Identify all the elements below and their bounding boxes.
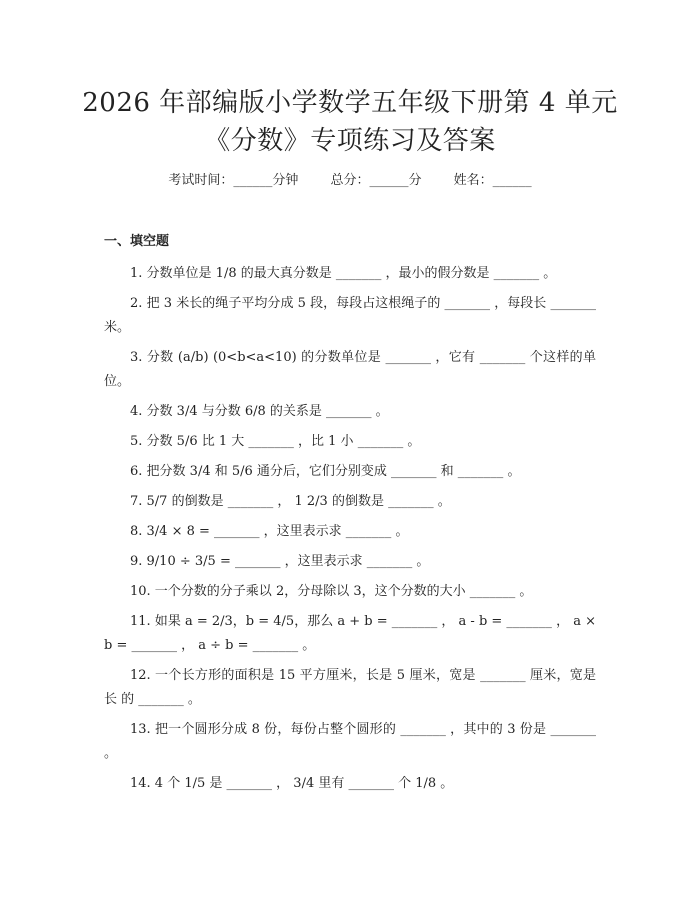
question-item: 9. 9/10 ÷ 3/5 = _______ ，这里表示求 _______ 。	[130, 554, 430, 569]
question-item: 13. 把一个圆形分成 8 份，每份占整个圆形的 _______ ，其中的 3 份是 _______ 。	[104, 722, 596, 761]
question-item: 5. 分数 5/6 比 1 大 _______ ，比 1 小 _______ 。	[130, 434, 421, 449]
student-name: 姓名：______	[453, 173, 532, 188]
question-item: 3. 分数 (a/b) (0<b<a<10) 的分数单位是 _______ ，它有 _______ 个这样的单位。	[104, 350, 596, 389]
title-line-1: 2026 年部编版小学数学五年级下册第 4 单元	[82, 88, 618, 118]
question-item: 6. 把分数 3/4 和 5/6 通分后，它们分别变成 _______ 和 _______ 。	[130, 464, 521, 479]
question-list	[104, 262, 596, 802]
question-item: 10. 一个分数的分子乘以 2，分母除以 3，这个分数的大小 _______ 。	[130, 584, 533, 599]
question-item: 2. 把 3 米长的绳子平均分成 5 段，每段占这根绳子的 _______ ，每段长 _______ 米。	[104, 296, 596, 335]
exam-time: 考试时间：______分钟	[168, 173, 299, 188]
title-line-2: 《分数》专项练习及答案	[204, 126, 496, 156]
question-item: 12. 一个长方形的面积是 15 平方厘米，长是 5 厘米，宽是 _______ 厘米，宽是长 的 _______ 。	[104, 668, 596, 707]
page-title	[0, 84, 700, 160]
exam-score: 总分：______分	[330, 173, 422, 188]
question-item: 1. 分数单位是 1/8 的最大真分数是 _______ ，最小的假分数是 _______ 。	[130, 266, 557, 281]
question-item: 14. 4 个 1/5 是 _______ ， 3/4 里有 _______ 个 1/8 。	[130, 776, 454, 791]
question-item: 11. 如果 a = 2/3，b = 4/5，那么 a + b = _______ ， a - b = _______ ， a × b = _______ ， a ÷ b = _______ 。	[104, 614, 596, 653]
question-item: 7. 5/7 的倒数是 _______ ， 1 2/3 的倒数是 _______ 。	[130, 494, 451, 509]
section-title: 一、填空题	[104, 234, 170, 249]
exam-info	[0, 169, 700, 188]
question-item: 4. 分数 3/4 与分数 6/8 的关系是 _______ 。	[130, 404, 389, 419]
question-item: 8. 3/4 × 8 = _______ ，这里表示求 _______ 。	[130, 524, 409, 539]
